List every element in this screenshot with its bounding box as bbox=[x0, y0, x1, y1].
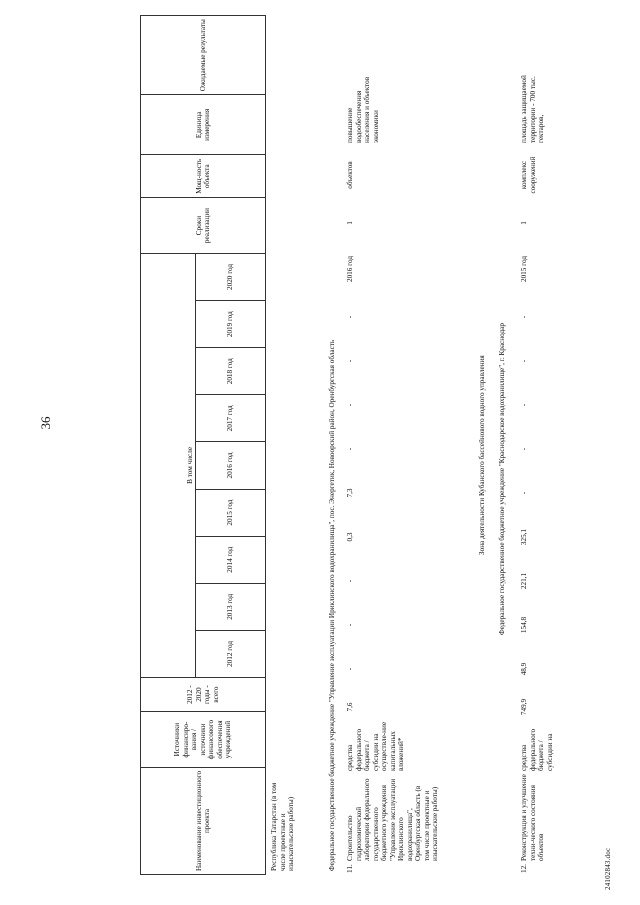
row-12-2020: - bbox=[520, 315, 528, 319]
row-11-2015: 0,3 bbox=[346, 532, 354, 542]
rotated-table-sheet bbox=[140, 15, 590, 875]
row-11-unit: объектов bbox=[346, 161, 354, 189]
header-year-2012: 2012 год bbox=[196, 630, 266, 677]
zone-kuban-title: Зона деятельности Кубанского бассейнового водного управления bbox=[478, 355, 486, 555]
row-11-2016: 7,3 bbox=[346, 488, 354, 498]
row-11-name: Строительство гидрохимической лаборатории федерального государственного бюджетного учреждения "Управление эксплуатации Ириклинского водохранилища", Оренбургская область (в том числе проектные и изыскательские работы) bbox=[346, 778, 439, 861]
row-12-2018: - bbox=[520, 403, 528, 407]
header-result: Ожидаемые результаты bbox=[141, 16, 266, 95]
row-12-2015: 325,1 bbox=[520, 528, 528, 546]
row-11-2012: - bbox=[346, 667, 354, 671]
row-12-2017: - bbox=[520, 447, 528, 451]
section-iriklinsk-title: Федеральное государственное бюджетное учреждение "Управление эксплуатации Ириклинского водохранилища", пос. Энергетик, Новоорский район, Оренбургская область bbox=[328, 339, 336, 871]
row-11-source: средства федерального бюджета / субсидии на осуществле-ние капитальных вложений* bbox=[346, 721, 405, 771]
row-12-2016: - bbox=[520, 491, 528, 495]
row-12-2014: 221,1 bbox=[520, 572, 528, 590]
header-year-2013: 2013 год bbox=[196, 583, 266, 630]
row-11-2018: - bbox=[346, 403, 354, 407]
previous-row-continuation: Республика Татарстан (в том числе проектные и изыскательские работы) bbox=[270, 782, 295, 871]
row-12-2012: 48,9 bbox=[520, 662, 528, 676]
header-year-2017: 2017 год bbox=[196, 395, 266, 442]
section-krasnodar-title: Федеральное государственное бюджетное учреждение "Краснодарское водохранилище", г. Краснодар bbox=[498, 323, 506, 635]
row-12-2019: - bbox=[520, 359, 528, 363]
row-12-term: 2015 год bbox=[520, 256, 528, 282]
page-number: 36 bbox=[38, 416, 53, 430]
row-11-2020: - bbox=[346, 315, 354, 319]
header-source: Источники финансиро-вания / источники финансового обеспечения учреждений bbox=[141, 712, 266, 768]
header-capacity: Мощ-ность объекта bbox=[141, 155, 266, 198]
header-year-2020: 2020 год bbox=[196, 253, 266, 300]
row-11-2014: - bbox=[346, 579, 354, 583]
header-year-2015: 2015 год bbox=[196, 489, 266, 536]
document-code: 24102843.doc bbox=[604, 847, 612, 890]
header-unit: Единица измерения bbox=[141, 95, 266, 155]
row-11-number: 11. bbox=[346, 864, 354, 873]
row-12-capacity: 1 bbox=[520, 221, 528, 225]
row-11-term: 2016 год bbox=[346, 256, 354, 282]
header-of-which: В том числе bbox=[141, 253, 196, 677]
header-name: Наименование инвестиционного проекта bbox=[141, 767, 266, 874]
row-12-total: 749,9 bbox=[520, 698, 528, 716]
row-11-capacity: 1 bbox=[346, 221, 354, 225]
row-11-total: 7,6 bbox=[346, 702, 354, 712]
table-body bbox=[266, 15, 566, 875]
row-11-2013: - bbox=[346, 623, 354, 627]
investment-table-header bbox=[140, 15, 266, 875]
row-11-2019: - bbox=[346, 359, 354, 363]
header-term: Сроки реализации bbox=[141, 198, 266, 254]
header-year-2018: 2018 год bbox=[196, 348, 266, 395]
header-total: 2012 - 2020 годы - всего bbox=[141, 677, 266, 711]
row-11-2017: - bbox=[346, 447, 354, 451]
row-12-unit: комплекс сооружений bbox=[520, 156, 537, 194]
row-12-2013: 154,8 bbox=[520, 616, 528, 634]
row-12-name: Реконструкция и улучшение техни-ческого состояния объектов bbox=[520, 774, 545, 861]
header-year-2016: 2016 год bbox=[196, 442, 266, 489]
header-year-2014: 2014 год bbox=[196, 536, 266, 583]
row-12-source: средства федерального бюджета / субсидии на bbox=[520, 728, 554, 771]
header-year-2019: 2019 год bbox=[196, 301, 266, 348]
row-12-result: площадь защищаемой территории - 700 тыс. гектаров, bbox=[520, 75, 545, 143]
row-12-number: 12. bbox=[520, 864, 528, 873]
row-11-result: повышение водообеспечения населения и объектов экономики bbox=[346, 76, 380, 143]
